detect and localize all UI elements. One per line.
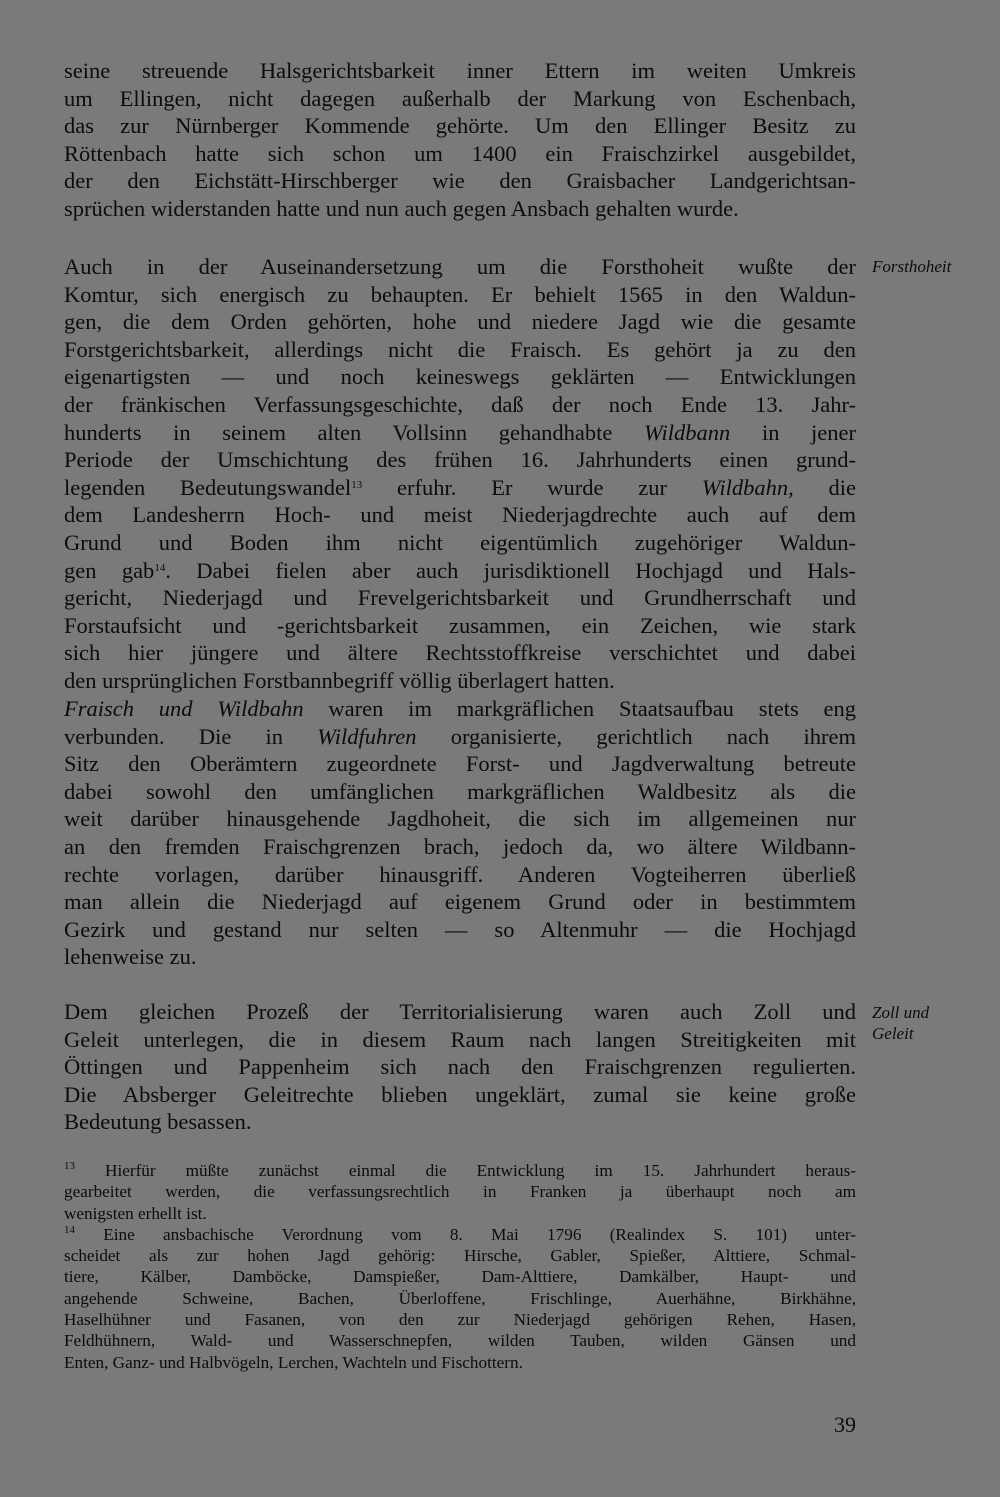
paragraph-1	[64, 57, 856, 223]
footnote-ref-13[interactable]: 13	[351, 478, 363, 491]
text-line	[64, 723, 856, 751]
text-line: dem Landesherrn Hoch- und meist Niederjagdrechte auch auf dem	[64, 502, 856, 528]
text-line	[64, 419, 856, 447]
text-segment: organisierte, gerichtlich nach ihrem	[450, 723, 856, 749]
text-line: weit darüber hinausgehende Jagdhoheit, die sich im allgemeinen nur	[64, 806, 856, 832]
text-line: sprüchen widerstanden hatte und nun auch gegen Ansbach gehalten wurde.	[64, 195, 739, 221]
text-segment: legenden Bedeutungswandel	[64, 474, 352, 500]
text-segment: hunderts in seinem alten Vollsinn gehandhabte	[64, 419, 613, 445]
text-line: dabei sowohl den umfänglichen markgräflichen Waldbesitz als die	[64, 778, 856, 804]
text-segment: Eine ansbachische Verordnung vom 8. Mai 1796 (Realindex S. 101) unter-	[103, 1224, 856, 1244]
text-line: seine streuende Halsgerichtsbarkeit inner Ettern im weiten Umkreis	[64, 58, 856, 83]
text-line: um Ellingen, nicht dagegen außerhalb der Markung von Eschenbach,	[64, 85, 856, 111]
footnote-line: Haselhühner und Fasanen, von den zur Niederjagd gehörigen Rehen, Hasen,	[64, 1310, 856, 1330]
paragraph-2	[64, 253, 856, 695]
footnote-line: scheidet als zur hohen Jagd gehörig: Hirsche, Gabler, Spießer, Alttiere, Schmal-	[64, 1246, 856, 1266]
term-wildbahn: Wildbahn,	[701, 474, 794, 500]
paragraph-3	[64, 695, 856, 971]
text-segment: waren im markgräflichen Staatsaufbau stets eng	[328, 696, 857, 721]
text-line: Forstaufsicht und -gerichtsbarkeit zusammen, ein Zeichen, wie stark	[64, 612, 856, 638]
footnote-ref-14[interactable]: 14	[154, 561, 166, 574]
text-line: Komtur, sich energisch zu behaupten. Er behielt 1565 in den Waldun-	[64, 281, 856, 307]
footnote-line: angehende Schweine, Bachen, Überloffene, Frischlinge, Auerhähne, Birkhähne,	[64, 1288, 856, 1308]
text-line: gen, die dem Orden gehörten, hohe und niedere Jagd wie die gesamte	[64, 309, 856, 335]
footnote-line	[64, 1160, 856, 1181]
footnote-line	[64, 1224, 856, 1245]
text-segment: erfuhr. Er wurde zur	[397, 474, 668, 500]
text-line: Geleit unterlegen, die in diesem Raum nach langen Streitigkeiten mit	[64, 1026, 856, 1052]
text-line: Forstgerichtsbarkeit, allerdings nicht die Fraisch. Es gehört ja zu den	[64, 336, 856, 362]
footnote-14	[64, 1224, 856, 1373]
text-segment: die	[828, 474, 857, 500]
margin-note-zoll-und-geleit	[872, 1002, 982, 1044]
text-segment: Hierfür müßte zunächst einmal die Entwicklung im 15. Jahrhundert heraus-	[105, 1161, 857, 1180]
term-wildfuhren: Wildfuhren	[317, 723, 417, 749]
footnote-line: Feldhühnern, Wald- und Wasserschnepfen, wilden Tauben, wilden Gänsen und	[64, 1331, 856, 1351]
text-line: das zur Nürnberger Kommende gehörte. Um den Ellinger Besitz zu	[64, 113, 856, 139]
text-line: Gezirk und gestand nur selten — so Altenmuhr — die Hochjagd	[64, 916, 856, 942]
text-line: Periode der Umschichtung des frühen 16. Jahrhunderts einen grund-	[64, 447, 856, 473]
text-line: Dem gleichen Prozeß der Territorialisierung waren auch Zoll und	[64, 999, 856, 1024]
margin-note-line: Zoll und	[872, 1003, 930, 1022]
text-line: lehenweise zu.	[64, 944, 197, 970]
footnote-number: 14	[64, 1223, 75, 1236]
paragraph-4	[64, 998, 856, 1136]
footnote-13	[64, 1160, 856, 1224]
text-line: der fränkischen Verfassungsgeschichte, daß der noch Ende 13. Jahr-	[64, 391, 856, 417]
footnote-line: gearbeitet werden, die verfassungsrechtlich in Franken ja überhaupt noch am	[64, 1182, 856, 1202]
footnote-line: Enten, Ganz- und Halbvögeln, Lerchen, Wachteln und Fischottern.	[64, 1352, 523, 1372]
text-line	[64, 557, 856, 585]
footnote-number: 13	[64, 1160, 75, 1172]
text-line	[64, 474, 856, 502]
text-line: rechte vorlagen, darüber hinausgriff. Anderen Vogteiherren überließ	[64, 861, 856, 887]
text-line	[64, 695, 856, 723]
text-segment: . Dabei fielen aber auch jurisdiktionell Hochjagd und Hals-	[165, 557, 856, 583]
text-line: Auch in der Auseinandersetzung um die Forsthoheit wußte der	[64, 254, 856, 279]
text-line: Die Absberger Geleitrechte blieben ungeklärt, zumal sie keine große	[64, 1081, 856, 1107]
footnote-line: wenigsten erhellt ist.	[64, 1203, 207, 1223]
text-line: Grund und Boden ihm nicht eigentümlich zugehöriger Waldun-	[64, 529, 856, 555]
page-number: 39	[834, 1412, 856, 1437]
term-wildbann: Wildbann	[644, 419, 731, 445]
text-line: an den fremden Fraischgrenzen brach, jedoch da, wo ältere Wildbann-	[64, 833, 856, 859]
text-line: den ursprünglichen Forstbannbegriff völlig überlagert hatten.	[64, 667, 615, 693]
text-line: der den Eichstätt-Hirschberger wie den Graisbacher Landgerichtsan-	[64, 168, 856, 194]
text-segment: gen gab	[64, 557, 155, 583]
text-line: sich hier jüngere und ältere Rechtsstoffkreise verschichtet und dabei	[64, 640, 856, 666]
text-line: gericht, Niederjagd und Frevelgerichtsbarkeit und Grundherrschaft und	[64, 585, 856, 611]
text-line: Öttingen und Pappenheim sich nach den Fraischgrenzen regulierten.	[64, 1054, 856, 1080]
text-line: man allein die Niederjagd auf eigenem Grund oder in bestimmtem	[64, 889, 856, 915]
text-line: eigenartigsten — und noch keineswegs geklärten — Entwicklungen	[64, 364, 856, 390]
text-line: Röttenbach hatte sich schon um 1400 ein Fraischzirkel ausgebildet,	[64, 140, 856, 166]
term-fraisch-und-wildbahn: Fraisch und Wildbahn	[64, 696, 304, 721]
margin-note-line: Geleit	[872, 1024, 914, 1043]
margin-note-forsthoheit: Forsthoheit	[872, 257, 952, 276]
text-segment: in jener	[761, 419, 857, 445]
footnotes	[64, 1160, 856, 1373]
text-line: Bedeutung besassen.	[64, 1109, 252, 1135]
text-segment: verbunden. Die in	[64, 723, 284, 749]
footnote-line: tiere, Kälber, Damböcke, Damspießer, Dam-Alttiere, Damkälber, Haupt- und	[64, 1267, 856, 1287]
text-line: Sitz den Oberämtern zugeordnete Forst- und Jagdverwaltung betreute	[64, 751, 856, 777]
